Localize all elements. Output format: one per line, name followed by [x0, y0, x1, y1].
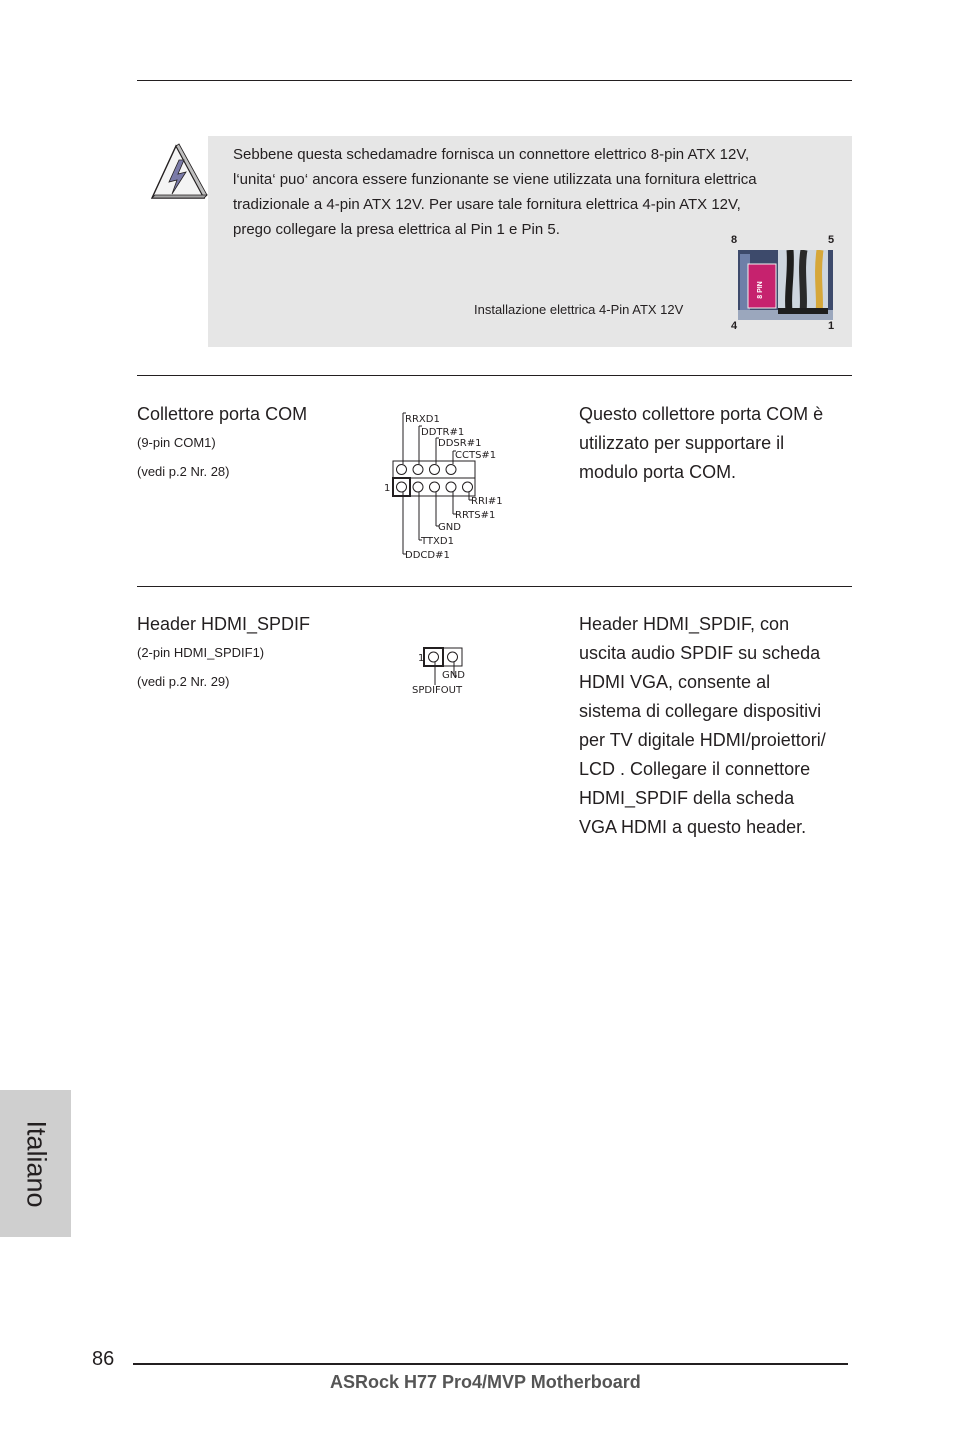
desc-line: LCD . Collegare il connettore — [579, 759, 811, 779]
hdmi-spdif-title: Header HDMI_SPDIF — [137, 614, 311, 634]
note-text — [233, 142, 833, 242]
pin1-label: 1 — [384, 483, 391, 494]
signal-label: DDCD#1 — [405, 550, 450, 561]
signal-label: RRTS#1 — [455, 510, 496, 521]
com-header-description — [579, 400, 854, 487]
page-number: 86 — [92, 1348, 115, 1370]
connector-label: 8 PIN — [757, 281, 764, 299]
note-line: prego collegare la presa elettrica al Pin 1 e Pin 5. — [233, 221, 560, 238]
signal-label: TTXD1 — [421, 536, 454, 547]
hdmi-spdif-pins: (2-pin HDMI_SPDIF1) — [137, 645, 265, 660]
section-rule — [137, 375, 852, 376]
desc-line: HDMI_SPDIF della scheda — [579, 788, 795, 808]
desc-line: Questo collettore porta COM è — [579, 404, 824, 424]
desc-line: uscita audio SPDIF su scheda — [579, 643, 821, 663]
desc-line: Header HDMI_SPDIF, con — [579, 614, 790, 634]
pin-label-4: 4 — [731, 320, 738, 332]
desc-line: per TV digitale HDMI/proiettori/ — [579, 730, 826, 750]
note-line: Sebbene questa schedamadre fornisca un connettore elettrico 8-pin ATX 12V, — [233, 146, 750, 163]
signal-label: DDTR#1 — [421, 427, 465, 438]
language-tab — [0, 1090, 71, 1237]
note-line: tradizionale a 4-pin ATX 12V. Per usare tale fornitura elettrica 4-pin ATX 12V, — [233, 196, 741, 213]
com-header-title: Collettore porta COM — [137, 404, 308, 424]
hdmi-spdif-ref: (vedi p.2 Nr. 29) — [137, 674, 230, 689]
signal-label: GND — [442, 670, 465, 681]
language-tab-label: Italiano — [21, 1119, 51, 1208]
com-pinout-diagram — [382, 408, 512, 563]
signal-label: RRI#1 — [471, 496, 503, 507]
header-rule — [137, 80, 852, 81]
spdif-pinout-diagram — [408, 645, 478, 697]
com-header-ref: (vedi p.2 Nr. 28) — [137, 464, 230, 479]
pin-label-5: 5 — [828, 234, 835, 246]
desc-line: sistema di collegare dispositivi — [579, 701, 822, 721]
signal-label: DDSR#1 — [438, 438, 482, 449]
desc-line: modulo porta COM. — [579, 462, 737, 482]
atx-connector-photo — [738, 250, 833, 320]
com-header-pins: (9-pin COM1) — [137, 435, 216, 450]
footer-title: ASRock H77 Pro4/MVP Motherboard — [330, 1372, 641, 1392]
pin-label-1: 1 — [828, 320, 835, 332]
signal-label: SPDIFOUT — [412, 685, 463, 696]
signal-label: CCTS#1 — [455, 450, 497, 461]
desc-line: utilizzato per supportare il — [579, 433, 785, 453]
pin-label-8: 8 — [731, 234, 738, 246]
signal-label: GND — [438, 522, 461, 533]
note-caption: Installazione elettrica 4-Pin ATX 12V — [474, 302, 684, 317]
desc-line: HDMI VGA, consente al — [579, 672, 771, 692]
footer-rule — [133, 1363, 848, 1365]
pin1-label: 1 — [418, 653, 425, 664]
note-line: l‘unita‘ puo‘ ancora essere funzionante se viene utilizzata una fornitura elettrica — [233, 171, 757, 188]
desc-line: VGA HDMI a questo header. — [579, 817, 807, 837]
signal-label: RRXD1 — [405, 414, 440, 425]
section-rule — [137, 586, 852, 587]
warning-triangle-icon — [146, 142, 210, 204]
hdmi-spdif-description — [579, 610, 854, 842]
